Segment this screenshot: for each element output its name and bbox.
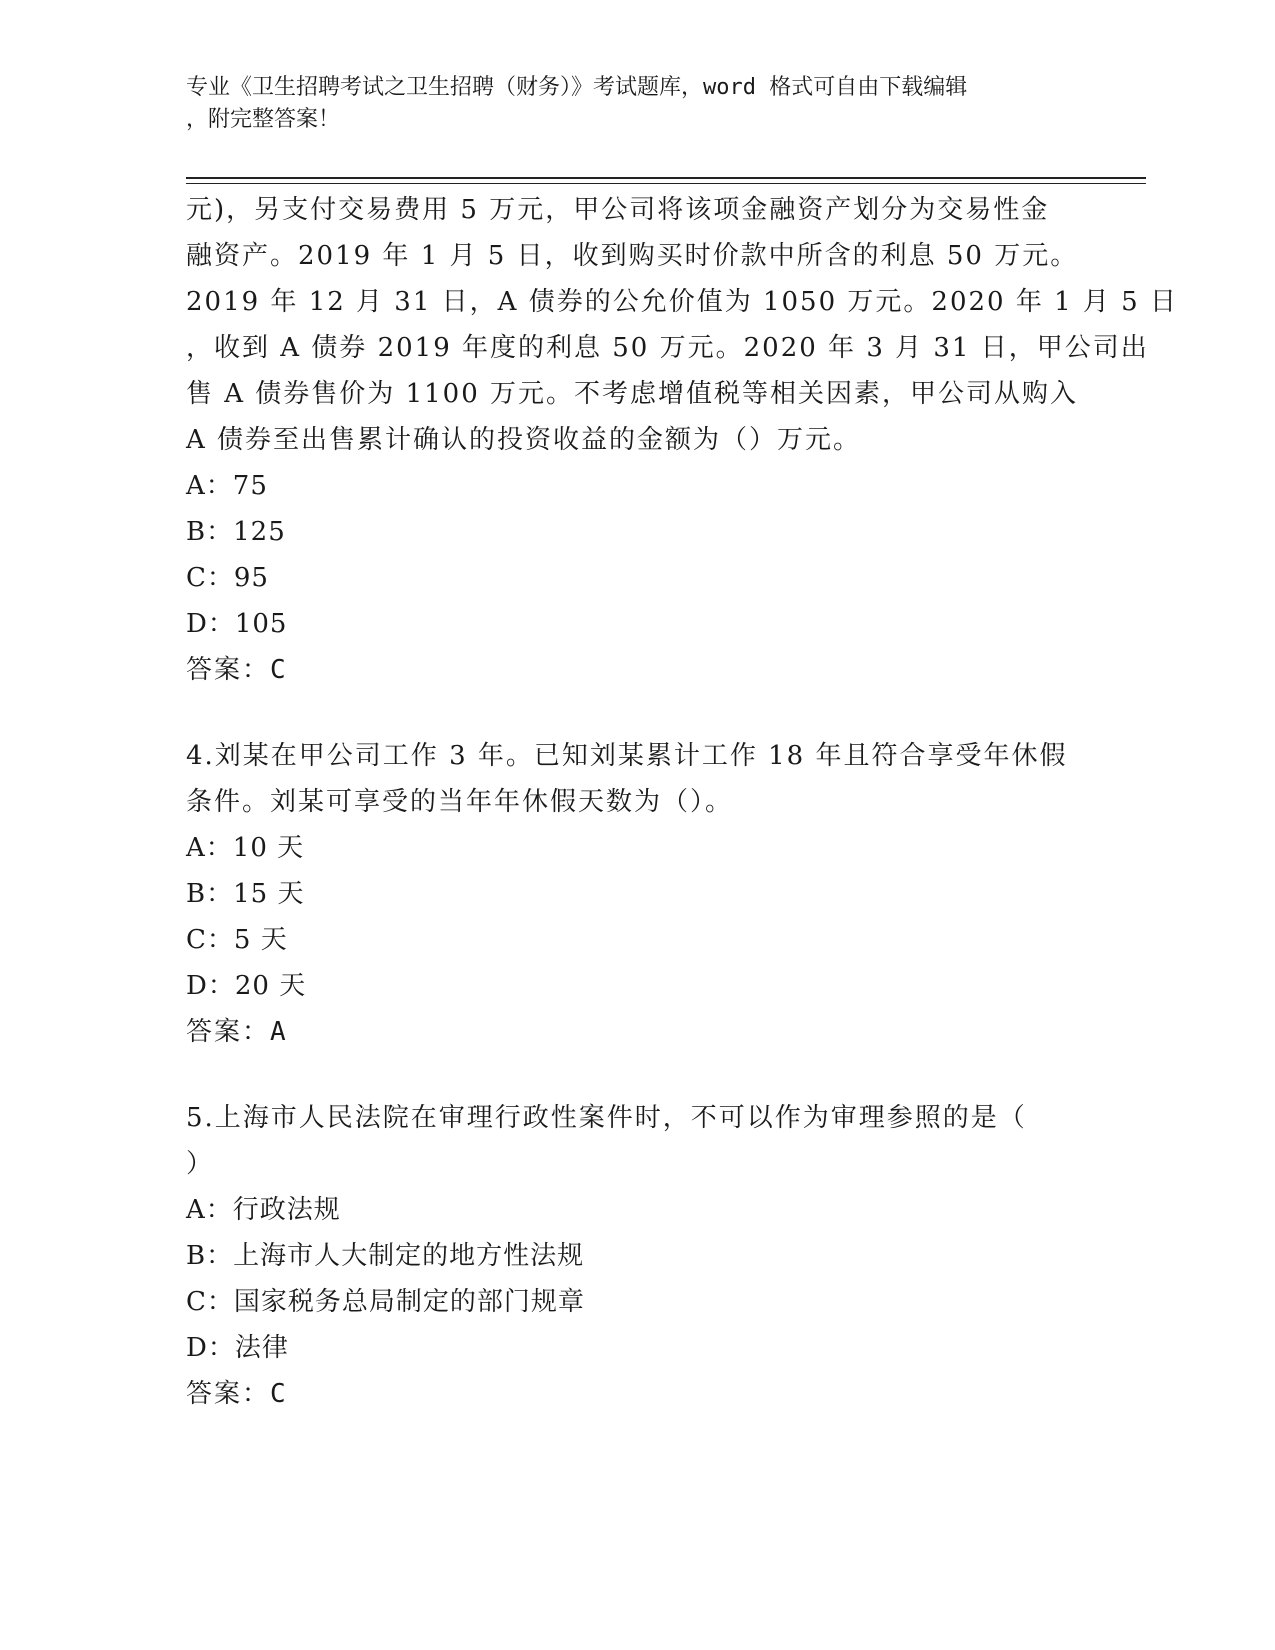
question-text-line: ）	[186, 1149, 215, 1179]
question-4	[186, 733, 1086, 1055]
answer-label: 答案：	[186, 1379, 271, 1409]
option-a: A：行政法规	[186, 1195, 341, 1225]
question-3	[186, 187, 1178, 693]
answer	[186, 1371, 1086, 1417]
option-d: D：105	[186, 609, 288, 639]
answer-label: 答案：	[186, 1017, 271, 1047]
question-text-line: 4.刘某在甲公司工作 3 年。已知刘某累计工作 18 年且符合享受年休假	[186, 741, 1068, 771]
question-list	[186, 187, 1178, 1417]
question-text-line: A 债券至出售累计确认的投资收益的金额为（）万元。	[186, 425, 862, 455]
question-text-line: 售 A 债券售价为 1100 万元。不考虑增值税等相关因素，甲公司从购入	[186, 379, 1079, 409]
option-c: C：5 天	[186, 925, 288, 955]
option-d: D：法律	[186, 1333, 289, 1363]
option-b: B：15 天	[186, 879, 305, 909]
question-text-line: 5.上海市人民法院在审理行政性案件时，不可以作为审理参照的是（	[186, 1103, 1027, 1133]
question-5	[186, 1095, 1086, 1417]
question-text-line: 条件。刘某可享受的当年年休假天数为（）。	[186, 787, 734, 817]
option-c: C：国家税务总局制定的部门规章	[186, 1287, 585, 1317]
header-line-1: 专业《卫生招聘考试之卫生招聘（财务）》考试题库，word 格式可自由下载编辑	[186, 75, 968, 100]
question-text-line: 元)，另支付交易费用 5 万元，甲公司将该项金融资产划分为交易性金	[186, 195, 1050, 225]
answer	[186, 647, 1086, 693]
option-d: D：20 天	[186, 971, 307, 1001]
answer-value: C	[270, 655, 288, 685]
option-c: C：95	[186, 563, 269, 593]
question-text-line: ，收到 A 债券 2019 年度的利息 50 万元。2020 年 3 月 31 日，甲公司出	[186, 333, 1149, 363]
option-a: A：75	[186, 471, 268, 501]
question-text-line: 融资产。2019 年 1 月 5 日，收到购买时价款中所含的利息 50 万元。	[186, 241, 1079, 271]
header-rule-thick	[186, 177, 1146, 179]
document-header	[186, 72, 1066, 136]
header-rule-thin	[186, 183, 1146, 184]
option-a: A：10 天	[186, 833, 305, 863]
answer	[186, 1009, 1086, 1055]
answer-label: 答案：	[186, 655, 271, 685]
question-text-line: 2019 年 12 月 31 日，A 债券的公允价值为 1050 万元。2020 年 1 月 5 日	[186, 287, 1178, 317]
option-b: B：上海市人大制定的地方性法规	[186, 1241, 585, 1271]
answer-value: A	[270, 1017, 288, 1047]
option-b: B：125	[186, 517, 286, 547]
header-line-2: ，附完整答案！	[186, 107, 341, 132]
answer-value: C	[270, 1379, 288, 1409]
